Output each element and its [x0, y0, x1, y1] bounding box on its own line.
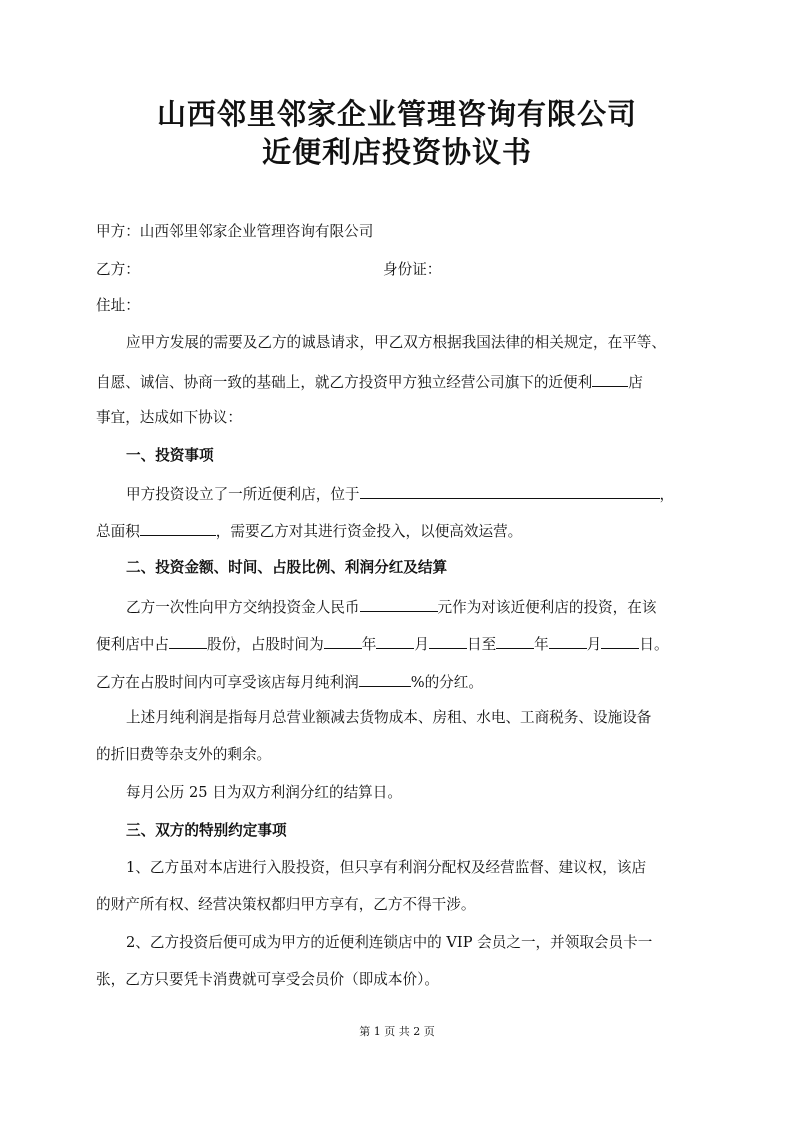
area-label: 总面积 [96, 523, 140, 540]
s1-line-2 [96, 520, 522, 542]
amount-blank [360, 596, 438, 612]
s2-p2-line-1: 上述月纯利润是指每月总营业额减去货物成本、房租、水电、工商税务、设施设备 [126, 709, 652, 726]
section-1-heading: 一、投资事项 [126, 447, 214, 464]
s1-line-1-text: 甲方投资设立了一所近便利店，位于 [126, 486, 360, 503]
share-label: 便利店中占 [96, 636, 169, 653]
start-day-label: 日至 [466, 636, 497, 653]
id-card-label: 身份证： [383, 261, 442, 278]
s2-line-3-end: %的分红。 [410, 674, 483, 691]
end-month-blank [549, 633, 587, 649]
party-a-value: 山西邻里邻家企业管理咨询有限公司 [139, 223, 374, 240]
document-title: 近便利店投资协议书 [261, 135, 532, 169]
s3-item-2-line-1: 2、乙方投资后便可成为甲方的近便利连锁店中的 VIP 会员之一，并领取会员卡一 [126, 934, 653, 951]
end-month-label: 月 [586, 636, 602, 653]
s3-item-1-line-2: 的财产所有权、经营决策权都归甲方享有，乙方不得干涉。 [96, 896, 476, 913]
s1-line-1 [126, 483, 674, 505]
s2-line-3 [96, 671, 483, 693]
share-period-label: 股份，占股时间为 [206, 636, 324, 653]
store-name-blank [592, 371, 628, 387]
end-year-blank [496, 633, 534, 649]
end-day-label: 日。 [639, 636, 669, 653]
s2-line-1 [126, 596, 656, 618]
intro-line-3: 事宜，达成如下协议： [96, 409, 242, 426]
start-day-blank [429, 633, 467, 649]
s2-line-2 [96, 633, 669, 655]
end-day-blank [601, 633, 639, 649]
start-year-label: 年 [361, 636, 377, 653]
start-month-label: 月 [414, 636, 429, 653]
area-blank [140, 520, 216, 536]
s3-item-1-line-1: 1、乙方虽对本店进行入股投资，但只享有利润分配权及经营监督、建议权，该店 [126, 859, 647, 876]
start-month-blank [376, 633, 414, 649]
end-year-label: 年 [534, 636, 549, 653]
start-year-blank [324, 633, 362, 649]
s2-p3: 每月公历 25 日为双方利润分红的结算日。 [126, 784, 402, 801]
intro-line-1: 应甲方发展的需要及乙方的诚恳请求，甲乙双方根据我国法律的相关规定，在平等、 [126, 334, 666, 351]
page-footer: 第 1 页 共 2 页 [359, 1025, 435, 1038]
party-b-label: 乙方： [96, 261, 140, 278]
intro-line-2-text: 自愿、诚信、协商一致的基础上，就乙方投资甲方独立经营公司旗下的近便利 [96, 374, 593, 391]
s2-p2-line-2: 的折旧费等杂支外的剩余。 [96, 746, 272, 763]
intro-line-2 [96, 371, 643, 393]
company-title: 山西邻里邻家企业管理咨询有限公司 [156, 97, 637, 131]
section-3-heading: 三、双方的特别约定事项 [126, 822, 287, 839]
address-label: 住址： [96, 297, 140, 314]
party-a-line [96, 222, 373, 242]
location-blank [360, 483, 660, 499]
s1-line-1-end: ， [659, 486, 675, 503]
intro-line-2-end: 店 [628, 374, 643, 391]
s2-line-1-end: 元作为对该近便利店的投资，在该 [437, 599, 657, 616]
s1-line-2-text: ，需要乙方对其进行资金投入，以便高效运营。 [215, 523, 523, 540]
s3-item-2-line-2: 张，乙方只要凭卡消费就可享受会员价（即成本价）。 [96, 971, 439, 988]
s2-line-1-text: 乙方一次性向甲方交纳投资金人民币 [126, 599, 360, 616]
party-a-label: 甲方： [96, 223, 140, 240]
dividend-percent-blank [359, 671, 411, 687]
share-blank [169, 633, 207, 649]
s2-line-3-text: 乙方在占股时间内可享受该店每月纯利润 [96, 674, 359, 691]
section-2-heading: 二、投资金额、时间、占股比例、利润分红及结算 [126, 559, 448, 576]
